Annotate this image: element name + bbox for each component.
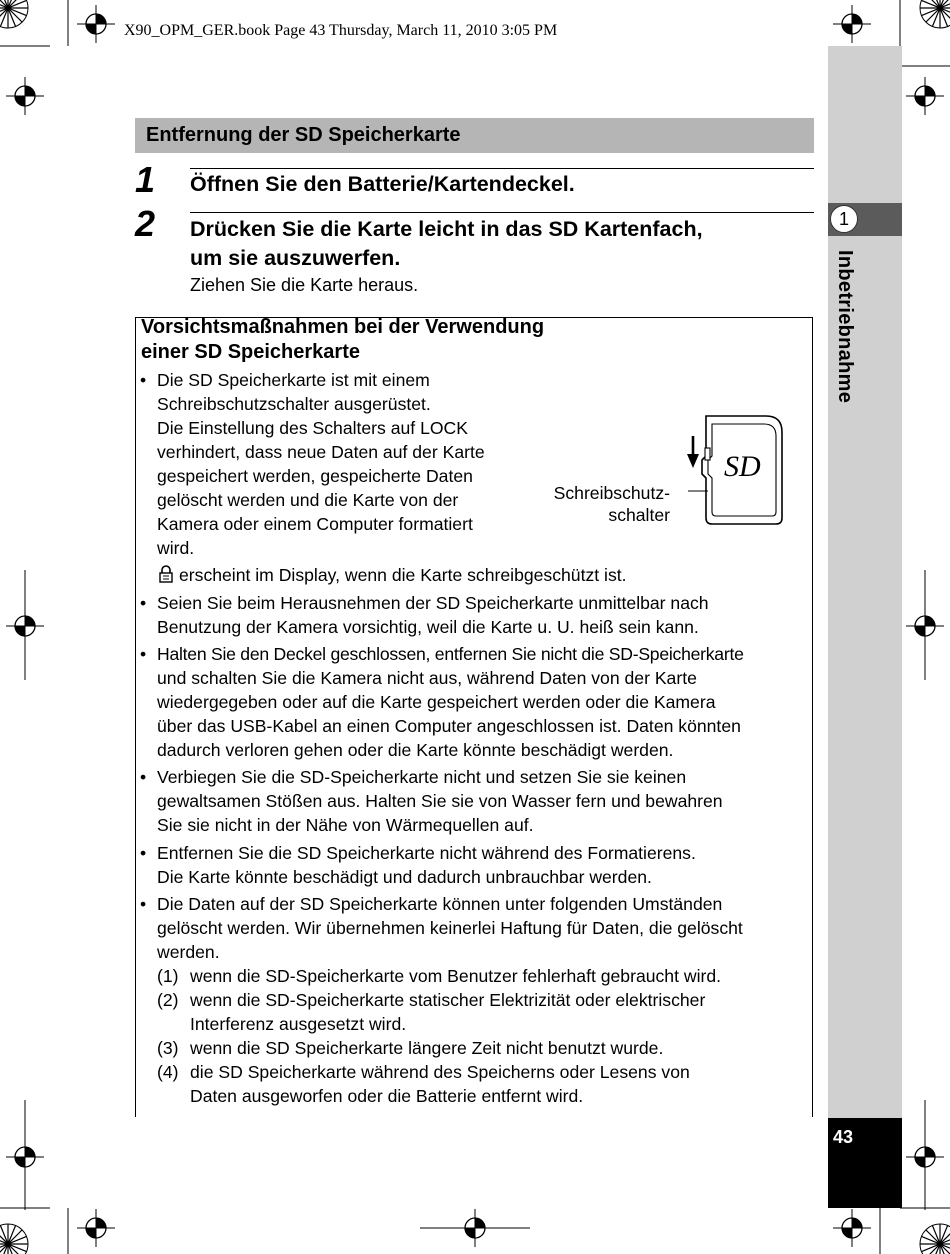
print-header: X90_OPM_GER.book Page 43 Thursday, March 11, 2010 3:05 PM: [124, 22, 558, 39]
bullet: •: [140, 593, 147, 613]
item-2-line-1: Seien Sie beim Herausnehmen der SD Speicherkarte unmittelbar nach: [157, 593, 709, 613]
item-1-line-8: wird.: [157, 538, 195, 558]
sub-item-2-number: (2): [157, 990, 179, 1010]
step-2-line-1: Drücken Sie die Karte leicht in das SD Kartenfach,: [190, 217, 703, 241]
step-2-line-2: um sie auszuwerfen.: [190, 246, 401, 270]
sub-item-2-line-1: wenn die SD-Speicherkarte statischer Elektrizität oder elektrischer: [190, 990, 706, 1010]
item-4-line-1: Verbiegen Sie die SD-Speicherkarte nicht und setzen Sie sie keinen: [157, 767, 687, 787]
item-3-line-2: und schalten Sie die Kamera nicht aus, während Daten von der Karte: [157, 668, 697, 688]
section-title: Entfernung der SD Speicherkarte: [146, 124, 461, 146]
item-1-line-5: gespeichert werden, gespeicherte Daten: [157, 466, 473, 486]
caution-title-line-2: einer SD Speicherkarte: [141, 341, 360, 363]
item-4-line-3: Sie sie nicht in der Nähe von Wärmequellen auf.: [157, 815, 534, 835]
sub-item-3-number: (3): [157, 1038, 179, 1058]
chapter-title: Inbetriebnahme: [834, 250, 856, 404]
bullet: •: [140, 644, 147, 664]
write-protect-icon: [158, 565, 174, 583]
item-3-line-3: wiedergegeben oder auf die Karte gespeichert werden oder die Kamera: [157, 692, 716, 712]
sub-item-1-line-1: wenn die SD-Speicherkarte vom Benutzer fehlerhaft gebraucht wird.: [190, 966, 722, 986]
step-1-text: Öffnen Sie den Batterie/Kartendeckel.: [190, 172, 575, 196]
item-1-line-7: Kamera oder einem Computer formatiert: [157, 514, 473, 534]
chapter-number: 1: [830, 205, 858, 233]
sd-card-label: SD: [724, 450, 761, 483]
sub-item-3-line-1: wenn die SD Speicherkarte längere Zeit nicht benutzt wurde.: [190, 1038, 664, 1058]
sub-item-4-number: (4): [157, 1062, 179, 1082]
item-3-line-1: Halten Sie den Deckel geschlossen, entfernen Sie nicht die SD-Speicherkarte: [157, 644, 744, 664]
item-6-line-2: gelöscht werden. Wir übernehmen keinerlei Haftung für Daten, die gelöscht: [157, 918, 743, 938]
item-1-line-2: Schreibschutzschalter ausgerüstet.: [157, 394, 431, 414]
step-1-rule: [190, 168, 814, 169]
item-1-display-line: erscheint im Display, wenn die Karte schreibgeschützt ist.: [179, 565, 627, 585]
item-3-line-5: dadurch verloren gehen oder die Karte könnte beschädigt werden.: [157, 740, 674, 760]
item-1-line-6: gelöscht werden und die Karte von der: [157, 490, 459, 510]
sub-item-2-line-2: Interferenz ausgesetzt wird.: [190, 1014, 407, 1034]
step-2-subtext: Ziehen Sie die Karte heraus.: [190, 275, 419, 295]
item-5-line-2: Die Karte könnte beschädigt und dadurch unbrauchbar werden.: [157, 867, 652, 887]
switch-label: [520, 482, 670, 526]
bullet: •: [140, 370, 147, 390]
switch-label-line-1: Schreibschutz-: [553, 483, 670, 503]
switch-label-line-2: schalter: [608, 505, 670, 525]
bullet: •: [140, 894, 147, 914]
item-5-line-1: Entfernen Sie die SD Speicherkarte nicht während des Formatierens.: [157, 843, 696, 863]
bullet: •: [140, 843, 147, 863]
item-1-line-1: Die SD Speicherkarte ist mit einem: [157, 370, 430, 390]
caution-title-line-1: Vorsichtsmaßnahmen bei der Verwendung: [141, 316, 545, 338]
sub-item-4-line-1: die SD Speicherkarte während des Speicherns oder Lesens von: [190, 1062, 690, 1082]
sub-item-4-line-2: Daten ausgeworfen oder die Batterie entfernt wird.: [190, 1086, 584, 1106]
sub-item-1-number: (1): [157, 966, 179, 986]
item-4-line-2: gewaltsamen Stößen aus. Halten Sie sie von Wasser fern und bewahren: [157, 791, 723, 811]
bullet: •: [140, 767, 147, 787]
item-3-line-4: über das USB-Kabel an einen Computer angeschlossen ist. Daten könnten: [157, 716, 741, 736]
step-1-number: 1: [135, 159, 156, 200]
item-1-line-4: verhindert, dass neue Daten auf der Karte: [157, 442, 485, 462]
item-6-line-3: werden.: [157, 942, 220, 962]
step-2-number: 2: [135, 203, 156, 244]
item-6-line-1: Die Daten auf der SD Speicherkarte können unter folgenden Umständen: [157, 894, 723, 914]
caution-title: [141, 315, 544, 365]
page-number: 43: [833, 1127, 854, 1147]
item-2-line-2: Benutzung der Kamera vorsichtig, weil die Karte u. U. heiß sein kann.: [157, 617, 699, 637]
item-1-line-3: Die Einstellung des Schalters auf LOCK: [157, 418, 468, 438]
step-2-rule: [190, 212, 814, 213]
